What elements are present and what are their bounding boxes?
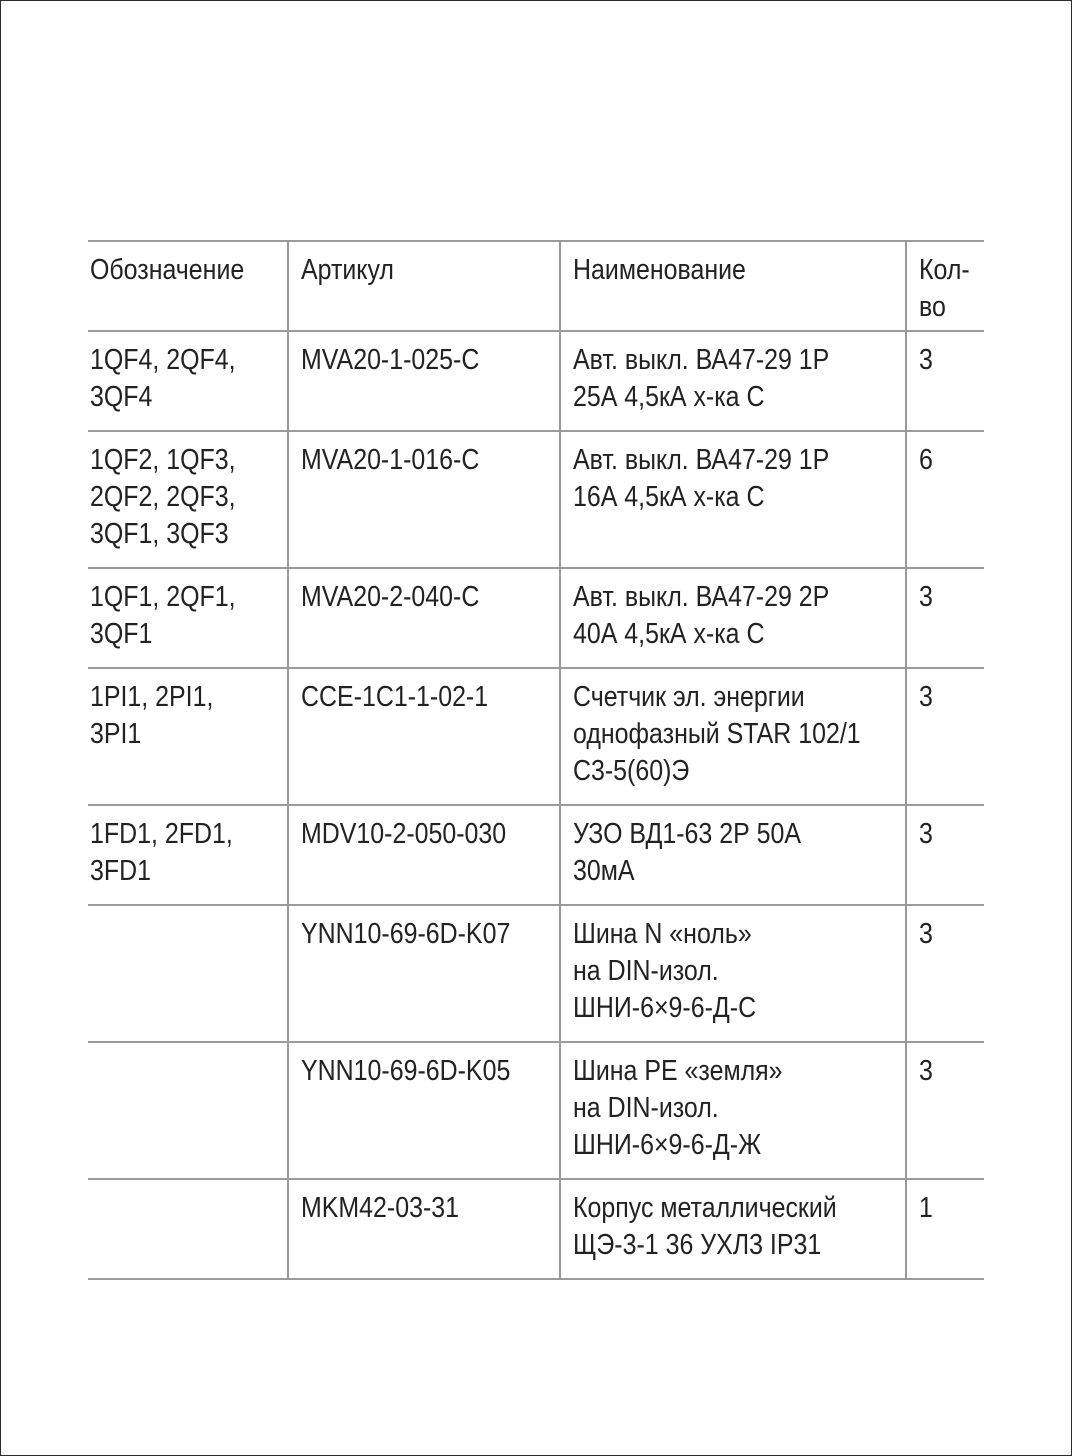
cell-name bbox=[560, 431, 906, 568]
article-text: YNN10-69-6D-K07 bbox=[301, 918, 511, 950]
qty-text: 1 bbox=[919, 1192, 933, 1224]
table-body bbox=[88, 331, 984, 1279]
name-text: Авт. выкл. ВА47-29 1Р 16А 4,5кА х-ка С bbox=[573, 444, 830, 513]
table-header bbox=[88, 241, 984, 331]
cell-designation bbox=[88, 668, 288, 805]
table-row bbox=[88, 905, 984, 1042]
article-text: MVA20-2-040-C bbox=[301, 581, 480, 613]
cell-designation bbox=[88, 905, 288, 1042]
header-qty-label: Кол- во bbox=[919, 254, 970, 323]
table-row bbox=[88, 331, 984, 431]
table-row bbox=[88, 668, 984, 805]
qty-text: 3 bbox=[919, 818, 933, 850]
name-text: Авт. выкл. ВА47-29 2Р 40А 4,5кА х-ка С bbox=[573, 581, 830, 650]
table-row bbox=[88, 1042, 984, 1179]
article-text: MDV10-2-050-030 bbox=[301, 818, 507, 850]
cell-name bbox=[560, 331, 906, 431]
name-text: Шина N «ноль» на DIN-изол. ШНИ-6×9-6-Д-С bbox=[573, 918, 757, 1024]
cell-designation bbox=[88, 805, 288, 905]
header-article-label: Артикул bbox=[301, 254, 394, 286]
cell-article bbox=[288, 905, 560, 1042]
name-text: УЗО ВД1-63 2Р 50А 30мА bbox=[573, 818, 802, 887]
designation-text: 1QF2, 1QF3, 2QF2, 2QF3, 3QF1, 3QF3 bbox=[90, 444, 236, 550]
cell-article bbox=[288, 1042, 560, 1179]
header-name bbox=[560, 241, 906, 331]
table-row bbox=[88, 568, 984, 668]
cell-designation bbox=[88, 331, 288, 431]
cell-article bbox=[288, 1179, 560, 1279]
header-row bbox=[88, 241, 984, 331]
header-designation bbox=[88, 241, 288, 331]
designation-text: 1PI1, 2PI1, 3PI1 bbox=[90, 681, 214, 750]
cell-designation bbox=[88, 431, 288, 568]
designation-text: 1QF4, 2QF4, 3QF4 bbox=[90, 344, 236, 413]
cell-article bbox=[288, 805, 560, 905]
header-name-label: Наименование bbox=[573, 254, 746, 286]
cell-article bbox=[288, 431, 560, 568]
name-text: Счетчик эл. энергии однофазный STAR 102/1 С3-5(60)Э bbox=[573, 681, 861, 787]
cell-designation bbox=[88, 568, 288, 668]
table-row bbox=[88, 805, 984, 905]
qty-text: 3 bbox=[919, 581, 933, 613]
qty-text: 3 bbox=[919, 681, 933, 713]
header-article bbox=[288, 241, 560, 331]
article-text: MKM42-03-31 bbox=[301, 1192, 460, 1224]
name-text: Авт. выкл. ВА47-29 1Р 25А 4,5кА х-ка С bbox=[573, 344, 830, 413]
qty-text: 6 bbox=[919, 444, 933, 476]
qty-text: 3 bbox=[919, 1055, 933, 1087]
cell-name bbox=[560, 668, 906, 805]
cell-name bbox=[560, 905, 906, 1042]
cell-name bbox=[560, 568, 906, 668]
cell-article bbox=[288, 668, 560, 805]
designation-text: 1FD1, 2FD1, 3FD1 bbox=[90, 818, 233, 887]
name-text: Корпус металлический ЩЭ-3-1 36 УХЛ3 IP31 bbox=[573, 1192, 837, 1261]
cell-article bbox=[288, 331, 560, 431]
header-designation-label: Обозначение bbox=[90, 254, 245, 286]
article-text: CCE-1C1-1-02-1 bbox=[301, 681, 489, 713]
cell-name bbox=[560, 805, 906, 905]
name-text: Шина PE «земля» на DIN-изол. ШНИ-6×9-6-Д-Ж bbox=[573, 1055, 783, 1161]
cell-name bbox=[560, 1179, 906, 1279]
specification-table bbox=[88, 240, 984, 1280]
cell-designation bbox=[88, 1042, 288, 1179]
qty-text: 3 bbox=[919, 918, 933, 950]
article-text: MVA20-1-025-C bbox=[301, 344, 480, 376]
qty-text: 3 bbox=[919, 344, 933, 376]
article-text: YNN10-69-6D-K05 bbox=[301, 1055, 511, 1087]
designation-text: 1QF1, 2QF1, 3QF1 bbox=[90, 581, 236, 650]
table-row bbox=[88, 431, 984, 568]
cell-designation bbox=[88, 1179, 288, 1279]
cell-article bbox=[288, 568, 560, 668]
table-row bbox=[88, 1179, 984, 1279]
article-text: MVA20-1-016-C bbox=[301, 444, 480, 476]
cell-name bbox=[560, 1042, 906, 1179]
